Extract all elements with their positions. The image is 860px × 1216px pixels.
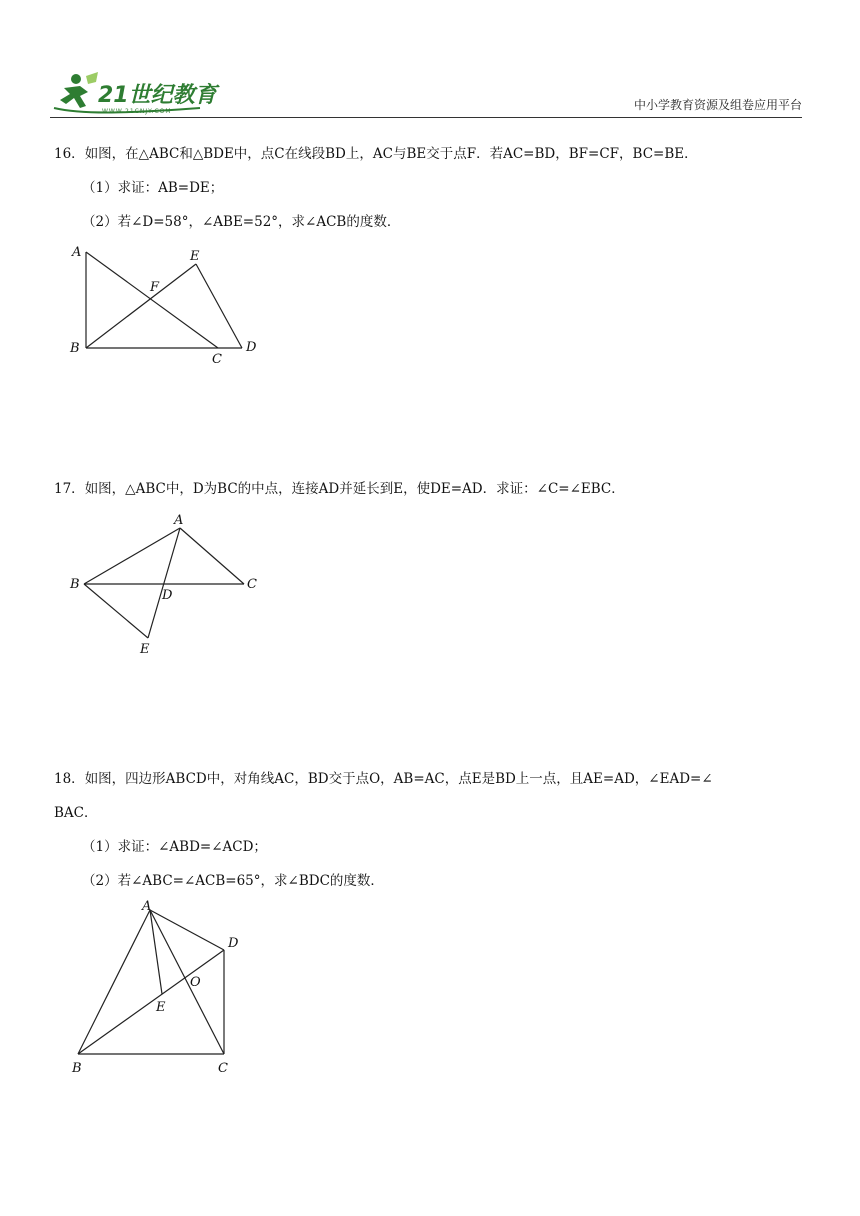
label-a: A [72,245,82,260]
question-18-stem-line-1 [54,769,810,789]
label-a: A [142,899,152,914]
figure-16 [66,240,276,370]
logo-url: WWW.21CNJY.COM [102,108,172,115]
question-16-part-2: （2）若∠D=58°，∠ABE=52°，求∠ACB的度数． [82,214,401,230]
figure-17 [66,510,276,660]
question-16-part-1: （1）求证：AB=DE； [82,180,224,196]
page-header [50,66,802,118]
label-b: B [70,577,80,592]
label-f: F [150,280,160,295]
question-text: BAC． [54,805,98,821]
question-18-stem-line-2 [54,803,810,823]
question-18 [54,769,810,789]
segment-ed [196,264,242,348]
question-text: 如图，在△ABC和△BDE中，点C在线段BD上，AC与BE交于点F．若AC=BD，BF=CF，BC=BE． [84,146,698,162]
label-c: C [218,1061,228,1076]
segment-ac [150,910,224,1054]
label-d: D [246,340,257,355]
label-d: D [228,936,239,951]
figure-18 [62,898,262,1078]
segment-ad [150,910,224,950]
question-number: 18． [54,771,85,787]
segment-bd [78,950,224,1054]
label-a: A [174,513,184,528]
question-number: 16． [54,146,85,162]
question-17-stem [54,479,810,499]
segment-ac [180,528,244,584]
platform-name: 中小学教育资源及组卷应用平台 [633,98,802,112]
segment-ab [78,910,150,1054]
label-o: O [190,975,201,990]
question-17 [54,479,810,499]
question-18-part-1: （1）求证：∠ABD=∠ACD； [82,839,267,855]
header-divider [50,117,802,118]
label-c: C [212,352,222,367]
question-number: 17． [54,481,85,497]
label-e: E [156,1000,166,1015]
label-b: B [70,341,80,356]
label-d: D [162,588,173,603]
logo [50,70,250,116]
logo-icon [50,70,250,116]
logo-text: 21世纪教育 [98,83,217,108]
question-text: 如图，四边形ABCD中，对角线AC，BD交于点O，AB=AC，点E是BD上一点，且AE=AD，∠EAD=∠ [84,771,713,787]
question-16 [54,144,810,164]
label-b: B [72,1061,82,1076]
label-e: E [140,642,150,657]
segment-be [86,264,196,348]
question-18-part-2: （2）若∠ABC=∠ACB=65°，求∠BDC的度数． [82,873,384,889]
question-16-stem [54,144,810,164]
label-c: C [247,577,257,592]
segment-be [84,584,148,638]
question-text: 如图，△ABC中，D为BC的中点，连接AD并延长到E，使DE=AD．求证：∠C=∠EBC． [84,481,625,497]
label-e: E [190,249,200,264]
